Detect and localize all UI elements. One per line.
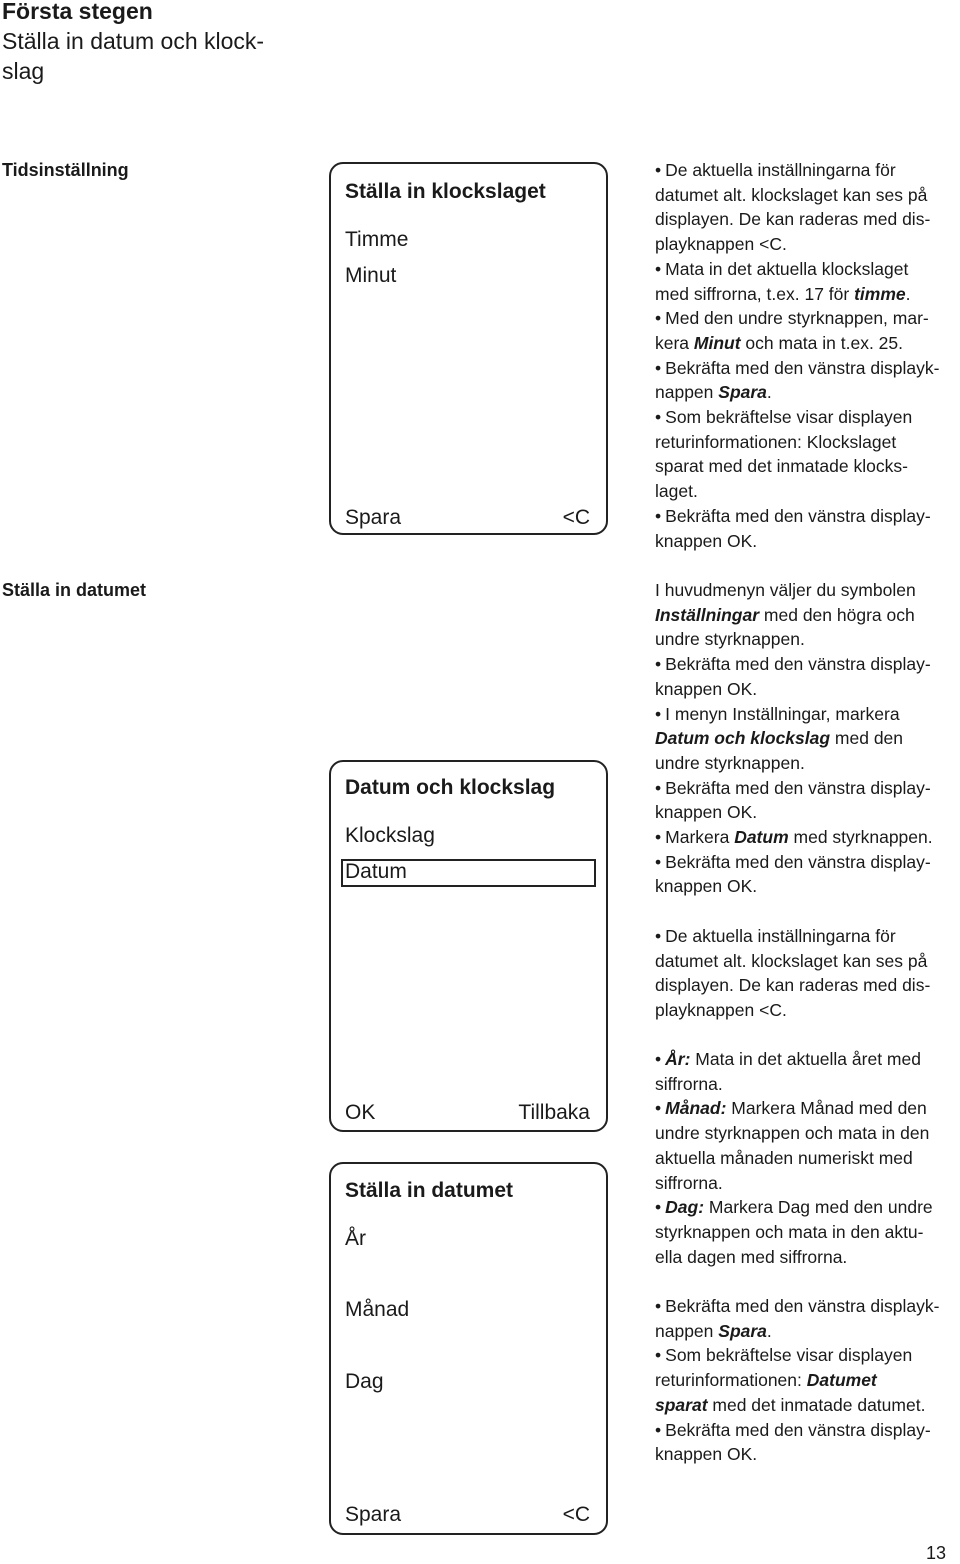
menu-item-minut: Minut [345,264,397,287]
menu-item-dag: Dag [345,1370,384,1393]
menu-item-ar: År [345,1227,366,1250]
display-title: Ställa in klockslaget [345,180,546,203]
instructions-date-save: • Bekräfta med den vänstra displayk- nappen Spara. • Som bekräftelse visar displayen returinformationen: Datumet sparat med det inmatade datumet. • Bekräfta med den vänstra display- knappen OK. [655,1294,960,1467]
display-set-time [329,162,608,535]
softkey-spara: Spara [345,1503,402,1526]
display-set-date [329,1162,608,1535]
display-date-time-menu [329,760,608,1132]
section-heading-date: Ställa in datumet [2,580,147,600]
menu-item-klockslag: Klockslag [345,824,435,847]
menu-item-manad: Månad [345,1298,410,1321]
softkey-clear: <C [562,506,590,529]
display-title: Ställa in datumet [345,1179,514,1202]
softkey-clear: <C [562,1503,590,1526]
section-heading-time: Tidsinställning [2,160,129,180]
display-title: Datum och klockslag [345,776,556,799]
menu-item-timme: Timme [345,228,409,251]
page-subtitle: Ställa in datum och klock- slag [2,28,265,84]
menu-item-datum: Datum [345,860,407,883]
instructions-date-current: • De aktuella inställningarna för datumet alt. klockslaget kan ses på displayen. De kan raderas med dis- playknappen <C. [655,924,960,1023]
softkey-spara: Spara [345,506,402,529]
page-number: 13 [925,1543,946,1563]
page-title: Första stegen [2,0,153,24]
instructions-date-entry: • År: Mata in det aktuella året med siffrorna. • Månad: Markera Månad med den undre styrknappen och mata in den aktuella månaden numeriskt med siffrorna. • Dag: Markera Dag med den undre styrknappen och mata in den aktu- ella dagen med siffrorna. [655,1047,960,1269]
softkey-ok: OK [345,1101,376,1124]
softkey-tillbaka: Tillbaka [518,1101,590,1124]
instructions-time: • De aktuella inställningarna för datumet alt. klockslaget kan ses på displayen. De kan raderas med dis- playknappen <C. • Mata in det aktuella klockslaget med siffrorna, t.ex. 17 för timme. • Med den undre styrknappen, mar- kera Minut och mata in t.ex. 25. • Bekräfta med den vänstra displayk- nappen Spara. • Som bekräftelse visar displayen returinformationen: Klockslaget sparat med det inmatade klocks- laget. • Bekräfta med den vänstra display- knappen OK. [655,158,960,553]
instructions-date-menu: I huvudmenyn väljer du symbolen Inställningar med den högra och undre styrknappen. • Bekräfta med den vänstra display- knappen OK. • I menyn Inställningar, markera Datum och klockslag med den undre styrknappen. • Bekräfta med den vänstra display- knappen OK. • Markera Datum med styrknappen. • Bekräfta med den vänstra display- knappen OK. [655,578,960,899]
